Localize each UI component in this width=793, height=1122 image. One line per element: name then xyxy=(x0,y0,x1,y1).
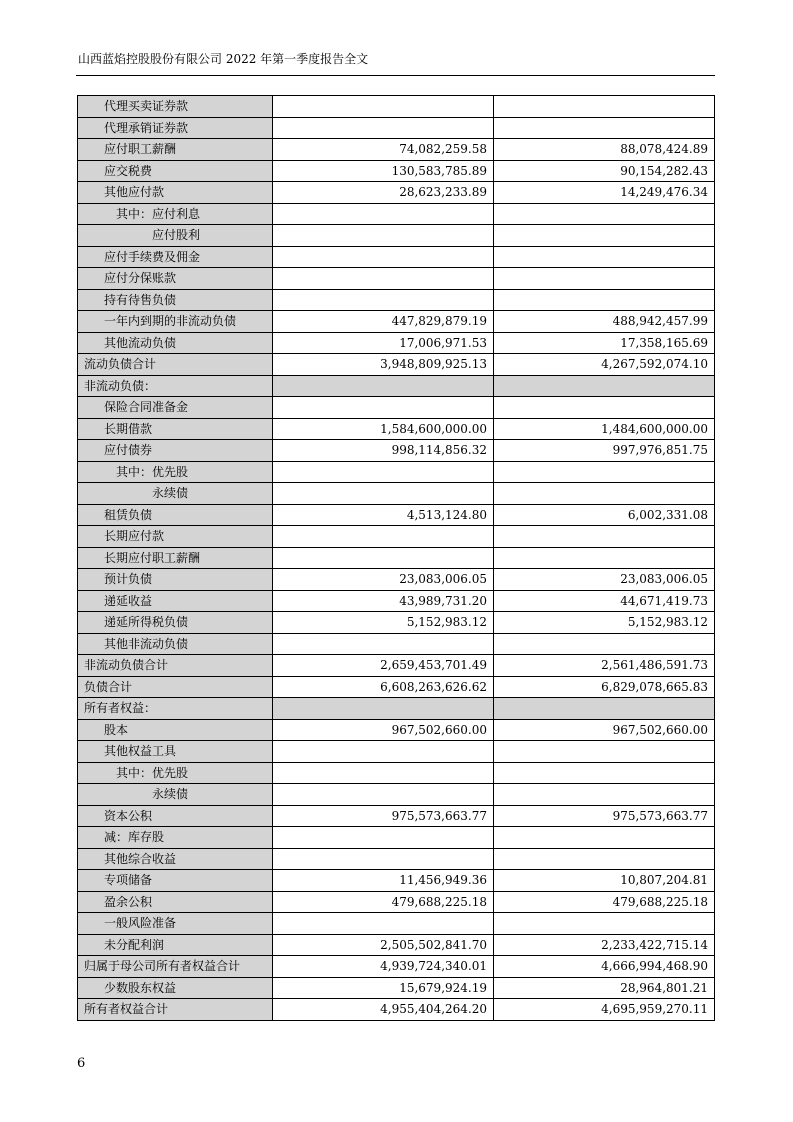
row-label: 其他流动负债 xyxy=(78,332,273,354)
table-row xyxy=(78,268,715,290)
table-row xyxy=(78,655,715,677)
table-row xyxy=(78,483,715,505)
prior-period-value: 14,249,476.34 xyxy=(494,182,715,204)
row-label: 其中：应付利息 xyxy=(78,203,273,225)
current-period-value xyxy=(273,483,494,505)
row-label: 其中：优先股 xyxy=(78,461,273,483)
current-period-value xyxy=(273,827,494,849)
row-label: 非流动负债： xyxy=(78,375,273,397)
prior-period-value: 6,002,331.08 xyxy=(494,504,715,526)
header-rule xyxy=(76,75,715,76)
table-row xyxy=(78,612,715,634)
row-label: 永续债 xyxy=(78,483,273,505)
row-label: 未分配利润 xyxy=(78,934,273,956)
prior-period-value xyxy=(494,633,715,655)
prior-period-value xyxy=(494,225,715,247)
table-row xyxy=(78,762,715,784)
prior-period-value: 28,964,801.21 xyxy=(494,977,715,999)
page-header: 山西蓝焰控股股份有限公司 2022 年第一季度报告全文 xyxy=(78,52,369,66)
current-period-value xyxy=(273,698,494,720)
table-row xyxy=(78,526,715,548)
current-period-value: 998,114,856.32 xyxy=(273,440,494,462)
current-period-value xyxy=(273,397,494,419)
current-period-value: 479,688,225.18 xyxy=(273,891,494,913)
prior-period-value xyxy=(494,698,715,720)
prior-period-value: 479,688,225.18 xyxy=(494,891,715,913)
current-period-value xyxy=(273,268,494,290)
table-row xyxy=(78,848,715,870)
current-period-value: 1,584,600,000.00 xyxy=(273,418,494,440)
row-label: 非流动负债合计 xyxy=(78,655,273,677)
table-row xyxy=(78,440,715,462)
prior-period-value: 90,154,282.43 xyxy=(494,160,715,182)
row-label: 其他权益工具 xyxy=(78,741,273,763)
row-label: 其他非流动负债 xyxy=(78,633,273,655)
prior-period-value xyxy=(494,784,715,806)
row-label: 保险合同准备金 xyxy=(78,397,273,419)
current-period-value: 74,082,259.58 xyxy=(273,139,494,161)
prior-period-value: 4,666,994,468.90 xyxy=(494,956,715,978)
current-period-value xyxy=(273,741,494,763)
row-label: 流动负债合计 xyxy=(78,354,273,376)
prior-period-value: 6,829,078,665.83 xyxy=(494,676,715,698)
table-row xyxy=(78,182,715,204)
prior-period-value xyxy=(494,526,715,548)
prior-period-value: 1,484,600,000.00 xyxy=(494,418,715,440)
prior-period-value: 44,671,419.73 xyxy=(494,590,715,612)
table-row xyxy=(78,676,715,698)
table-row xyxy=(78,547,715,569)
table-row xyxy=(78,461,715,483)
row-label: 应付分保账款 xyxy=(78,268,273,290)
table-row xyxy=(78,891,715,913)
table-row xyxy=(78,139,715,161)
prior-period-value: 2,561,486,591.73 xyxy=(494,655,715,677)
row-label: 归属于母公司所有者权益合计 xyxy=(78,956,273,978)
current-period-value: 11,456,949.36 xyxy=(273,870,494,892)
row-label: 应交税费 xyxy=(78,160,273,182)
page-number: 6 xyxy=(77,1056,86,1071)
table-row xyxy=(78,160,715,182)
row-label: 代理承销证券款 xyxy=(78,117,273,139)
current-period-value: 4,955,404,264.20 xyxy=(273,999,494,1021)
row-label: 股本 xyxy=(78,719,273,741)
row-label: 负债合计 xyxy=(78,676,273,698)
current-period-value xyxy=(273,547,494,569)
current-period-value: 43,989,731.20 xyxy=(273,590,494,612)
row-label: 少数股东权益 xyxy=(78,977,273,999)
row-label: 专项储备 xyxy=(78,870,273,892)
current-period-value xyxy=(273,225,494,247)
prior-period-value xyxy=(494,827,715,849)
current-period-value: 4,939,724,340.01 xyxy=(273,956,494,978)
table-row xyxy=(78,246,715,268)
prior-period-value: 967,502,660.00 xyxy=(494,719,715,741)
current-period-value xyxy=(273,203,494,225)
row-label: 长期应付款 xyxy=(78,526,273,548)
table-row xyxy=(78,934,715,956)
prior-period-value: 17,358,165.69 xyxy=(494,332,715,354)
current-period-value xyxy=(273,461,494,483)
prior-period-value xyxy=(494,461,715,483)
table-row xyxy=(78,956,715,978)
prior-period-value xyxy=(494,741,715,763)
current-period-value xyxy=(273,246,494,268)
table-row xyxy=(78,913,715,935)
table-row xyxy=(78,569,715,591)
table-row xyxy=(78,397,715,419)
row-label: 应付股利 xyxy=(78,225,273,247)
current-period-value: 967,502,660.00 xyxy=(273,719,494,741)
current-period-value xyxy=(273,117,494,139)
current-period-value xyxy=(273,848,494,870)
prior-period-value: 488,942,457.99 xyxy=(494,311,715,333)
table-row xyxy=(78,633,715,655)
row-label: 递延所得税负债 xyxy=(78,612,273,634)
row-label: 减：库存股 xyxy=(78,827,273,849)
prior-period-value: 4,695,959,270.11 xyxy=(494,999,715,1021)
row-label: 应付债券 xyxy=(78,440,273,462)
current-period-value: 17,006,971.53 xyxy=(273,332,494,354)
row-label: 永续债 xyxy=(78,784,273,806)
table-row xyxy=(78,354,715,376)
current-period-value xyxy=(273,913,494,935)
current-period-value: 6,608,263,626.62 xyxy=(273,676,494,698)
table-row xyxy=(78,504,715,526)
prior-period-value: 10,807,204.81 xyxy=(494,870,715,892)
balance-sheet-table xyxy=(77,95,715,1021)
prior-period-value xyxy=(494,203,715,225)
current-period-value xyxy=(273,96,494,118)
row-label: 应付手续费及佣金 xyxy=(78,246,273,268)
table-row xyxy=(78,805,715,827)
current-period-value: 28,623,233.89 xyxy=(273,182,494,204)
prior-period-value: 23,083,006.05 xyxy=(494,569,715,591)
current-period-value xyxy=(273,784,494,806)
prior-period-value: 88,078,424.89 xyxy=(494,139,715,161)
row-label: 一年内到期的非流动负债 xyxy=(78,311,273,333)
row-label: 其中：优先股 xyxy=(78,762,273,784)
row-label: 所有者权益： xyxy=(78,698,273,720)
current-period-value xyxy=(273,289,494,311)
prior-period-value xyxy=(494,268,715,290)
current-period-value: 2,505,502,841.70 xyxy=(273,934,494,956)
table-row xyxy=(78,225,715,247)
table-row xyxy=(78,784,715,806)
row-label: 一般风险准备 xyxy=(78,913,273,935)
current-period-value: 3,948,809,925.13 xyxy=(273,354,494,376)
prior-period-value xyxy=(494,547,715,569)
table-row xyxy=(78,311,715,333)
table-row xyxy=(78,117,715,139)
current-period-value: 975,573,663.77 xyxy=(273,805,494,827)
prior-period-value xyxy=(494,848,715,870)
row-label: 其他综合收益 xyxy=(78,848,273,870)
prior-period-value xyxy=(494,375,715,397)
row-label: 代理买卖证券款 xyxy=(78,96,273,118)
table-row xyxy=(78,999,715,1021)
current-period-value: 23,083,006.05 xyxy=(273,569,494,591)
current-period-value xyxy=(273,633,494,655)
table-row xyxy=(78,698,715,720)
table-row xyxy=(78,590,715,612)
table-row xyxy=(78,977,715,999)
row-label: 盈余公积 xyxy=(78,891,273,913)
table-row xyxy=(78,289,715,311)
prior-period-value: 4,267,592,074.10 xyxy=(494,354,715,376)
table-row xyxy=(78,418,715,440)
prior-period-value xyxy=(494,397,715,419)
prior-period-value xyxy=(494,96,715,118)
current-period-value: 447,829,879.19 xyxy=(273,311,494,333)
table-row xyxy=(78,332,715,354)
current-period-value xyxy=(273,375,494,397)
prior-period-value xyxy=(494,762,715,784)
row-label: 应付职工薪酬 xyxy=(78,139,273,161)
table-row xyxy=(78,96,715,118)
prior-period-value: 975,573,663.77 xyxy=(494,805,715,827)
table-row xyxy=(78,741,715,763)
prior-period-value xyxy=(494,913,715,935)
table-row xyxy=(78,719,715,741)
current-period-value: 15,679,924.19 xyxy=(273,977,494,999)
row-label: 所有者权益合计 xyxy=(78,999,273,1021)
prior-period-value xyxy=(494,289,715,311)
prior-period-value xyxy=(494,483,715,505)
table-row xyxy=(78,203,715,225)
row-label: 资本公积 xyxy=(78,805,273,827)
prior-period-value: 5,152,983.12 xyxy=(494,612,715,634)
table-row xyxy=(78,375,715,397)
current-period-value xyxy=(273,526,494,548)
row-label: 其他应付款 xyxy=(78,182,273,204)
row-label: 长期借款 xyxy=(78,418,273,440)
row-label: 持有待售负债 xyxy=(78,289,273,311)
row-label: 租赁负债 xyxy=(78,504,273,526)
prior-period-value xyxy=(494,246,715,268)
prior-period-value: 997,976,851.75 xyxy=(494,440,715,462)
row-label: 预计负债 xyxy=(78,569,273,591)
row-label: 长期应付职工薪酬 xyxy=(78,547,273,569)
current-period-value: 5,152,983.12 xyxy=(273,612,494,634)
prior-period-value: 2,233,422,715.14 xyxy=(494,934,715,956)
current-period-value: 4,513,124.80 xyxy=(273,504,494,526)
current-period-value: 130,583,785.89 xyxy=(273,160,494,182)
row-label: 递延收益 xyxy=(78,590,273,612)
table-row xyxy=(78,870,715,892)
prior-period-value xyxy=(494,117,715,139)
table-row xyxy=(78,827,715,849)
current-period-value xyxy=(273,762,494,784)
current-period-value: 2,659,453,701.49 xyxy=(273,655,494,677)
